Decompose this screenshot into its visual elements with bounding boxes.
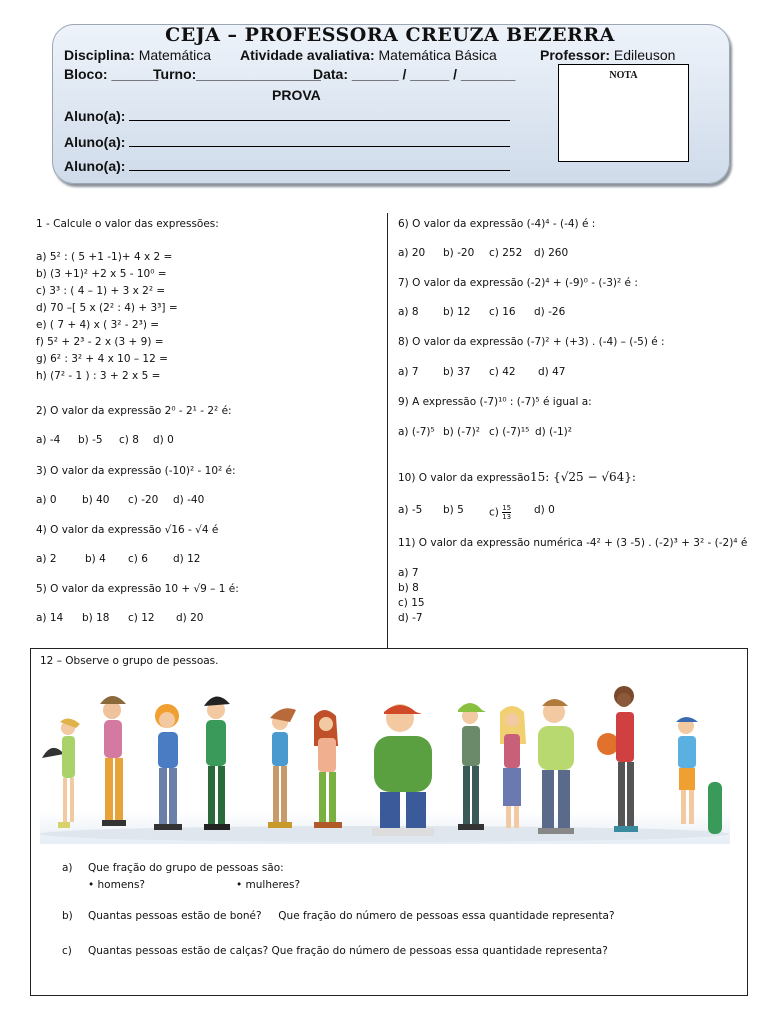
data-field: [313, 66, 515, 82]
nota-label: NOTA: [609, 70, 638, 81]
option: a) 7: [398, 567, 419, 579]
aluno-label: Aluno(a):: [64, 108, 126, 124]
option: d) 47: [538, 366, 566, 378]
option: c) -20: [128, 494, 159, 506]
option: c) 8: [119, 434, 139, 446]
fraction-numerator: 15: [502, 504, 512, 512]
q1-title: 1 - Calcule o valor das expressões:: [36, 218, 219, 230]
aluno-line: [129, 158, 510, 171]
option: b) -20: [443, 247, 475, 259]
option: b) 37: [443, 366, 471, 378]
professor-row: [540, 47, 675, 63]
q1-item: e) ( 7 + 4) x ( 3² - 2³) =: [36, 319, 160, 331]
person-8: [458, 703, 486, 830]
q12c-letter: c): [62, 945, 72, 957]
option: a) 7: [398, 366, 419, 378]
people-illustration: [40, 682, 730, 844]
option: a) (-7)⁵: [398, 426, 435, 438]
option: d) 0: [153, 434, 174, 446]
aluno-label: Aluno(a):: [64, 134, 126, 150]
option: b) 18: [82, 612, 110, 624]
aluno-row-1: [64, 108, 510, 124]
nota-box: [558, 64, 689, 162]
q4-text: 4) O valor da expressão √16 - √4 é: [36, 524, 219, 536]
aluno-label: Aluno(a):: [64, 158, 126, 174]
atividade-label: Atividade avaliativa:: [240, 47, 375, 63]
person-3: [154, 704, 182, 830]
q9-text: 9) A expressão (-7)¹⁰ : (-7)⁵ é igual a:: [398, 396, 592, 408]
disciplina-value: Matemática: [138, 47, 212, 63]
option: d) -7: [398, 612, 423, 624]
q5-text: 5) O valor da expressão 10 + √9 – 1 é:: [36, 583, 239, 595]
q12a-homens: • homens?: [88, 879, 145, 891]
atividade-value: Matemática Básica: [378, 47, 497, 63]
q10-label: 10) O valor da expressão: [398, 472, 530, 484]
person-11: [597, 686, 638, 832]
option: c) (-7)¹⁵: [489, 426, 530, 438]
option: c) 16: [489, 306, 516, 318]
person-2: [100, 696, 126, 826]
q2-text: 2) O valor da expressão 2⁰ - 2¹ - 2² é:: [36, 405, 232, 417]
person-6: [314, 710, 342, 828]
fraction: [502, 504, 511, 521]
option: b) 5: [443, 504, 464, 516]
q3-text: 3) O valor da expressão (-10)² - 10² é:: [36, 465, 236, 477]
option: a) 2: [36, 553, 57, 565]
person-1: [42, 718, 80, 828]
q7-text: 7) O valor da expressão (-2)⁴ + (-9)⁰ - (-3)² é :: [398, 277, 638, 289]
person-5: [268, 708, 296, 828]
person-10: [538, 699, 574, 834]
person-7: [372, 704, 434, 836]
option: c) 12: [128, 612, 155, 624]
option: c) 252: [489, 247, 523, 259]
option: b) (-7)²: [443, 426, 480, 438]
option: b) 40: [82, 494, 110, 506]
professor-label: Professor:: [540, 47, 611, 63]
q10-text: [398, 471, 636, 485]
bloco-label: Bloco: ______: [64, 66, 159, 82]
q1-item: d) 70 –[ 5 x (2² : 4) + 3³] =: [36, 302, 178, 314]
q1-item: f) 5² + 2³ - 2 x (3 + 9) =: [36, 336, 164, 348]
option: d) 260: [534, 247, 569, 259]
q8-text: 8) O valor da expressão (-7)² + (+3) . (-4) – (-5) é :: [398, 336, 665, 348]
option: b) 8: [398, 582, 419, 594]
option: b) -5: [78, 434, 103, 446]
q12a-text: Que fração do grupo de pessoas são:: [88, 862, 284, 874]
option: a) -5: [398, 504, 423, 516]
turno-field: [153, 66, 321, 82]
option: d) (-1)²: [535, 426, 572, 438]
option: a) 8: [398, 306, 419, 318]
option: [489, 504, 511, 521]
person-9: [500, 706, 526, 828]
option: d) 0: [534, 504, 555, 516]
prova-label: [272, 87, 321, 103]
people-drawing: [40, 682, 730, 844]
option: b) 4: [85, 553, 106, 565]
aluno-row-2: [64, 134, 510, 150]
option: d) -40: [173, 494, 205, 506]
q1-item: h) (7² - 1 ) : 3 + 2 x 5 =: [36, 370, 161, 382]
bloco-field: [64, 66, 158, 82]
option: b) 12: [443, 306, 471, 318]
disciplina-row: [64, 47, 211, 63]
q12a-letter: a): [62, 862, 73, 874]
person-12: [676, 717, 722, 834]
q12a-mulheres: • mulheres?: [236, 879, 301, 891]
q1-item: b) (3 +1)² +2 x 5 - 10⁰ =: [36, 268, 167, 280]
option-letter: c): [489, 506, 499, 519]
option: a) 0: [36, 494, 57, 506]
atividade-row: [240, 47, 497, 63]
q12c-text: Quantas pessoas estão de calças? Que fração do número de pessoas essa quantidade representa?: [88, 945, 608, 957]
aluno-line: [129, 108, 510, 121]
q1-item: g) 6² : 3² + 4 x 10 – 12 =: [36, 353, 168, 365]
q11-text: 11) O valor da expressão numérica -4² + (3 -5) . (-2)³ + 3² - (-2)⁴ é: [398, 537, 748, 549]
professor-value: Edileuson: [613, 47, 676, 63]
person-4: [204, 696, 230, 830]
option: a) -4: [36, 434, 61, 446]
aluno-line: [129, 134, 510, 147]
option: c) 42: [489, 366, 516, 378]
option: d) 12: [173, 553, 201, 565]
column-divider: [387, 213, 388, 648]
fraction-denominator: 13: [502, 513, 512, 521]
school-title: CEJA – PROFESSORA CREUZA BEZERRA: [165, 24, 615, 46]
prova-text: PROVA: [272, 87, 321, 103]
q1-item: c) 3³ : ( 4 – 1) + 3 x 2² =: [36, 285, 166, 297]
option: a) 20: [398, 247, 426, 259]
aluno-row-3: [64, 158, 510, 174]
disciplina-label: Disciplina:: [64, 47, 135, 63]
turno-label: Turno:________________: [153, 66, 321, 82]
option: c) 15: [398, 597, 425, 609]
option: d) 20: [176, 612, 204, 624]
q12b-text: Quantas pessoas estão de boné? Que fração do número de pessoas essa quantidade representa?: [88, 910, 615, 922]
data-label: Data: ______ / _____ / _______: [313, 66, 516, 82]
q10-expression: 15: {√25 − √64}:: [529, 470, 636, 484]
option: a) 14: [36, 612, 64, 624]
option: c) 6: [128, 553, 148, 565]
q6-text: 6) O valor da expressão (-4)⁴ - (-4) é :: [398, 218, 596, 230]
q1-item: a) 5² : ( 5 +1 -1)+ 4 x 2 =: [36, 251, 173, 263]
q12-title: 12 – Observe o grupo de pessoas.: [40, 655, 219, 667]
q12b-letter: b): [62, 910, 73, 922]
option: d) -26: [534, 306, 566, 318]
